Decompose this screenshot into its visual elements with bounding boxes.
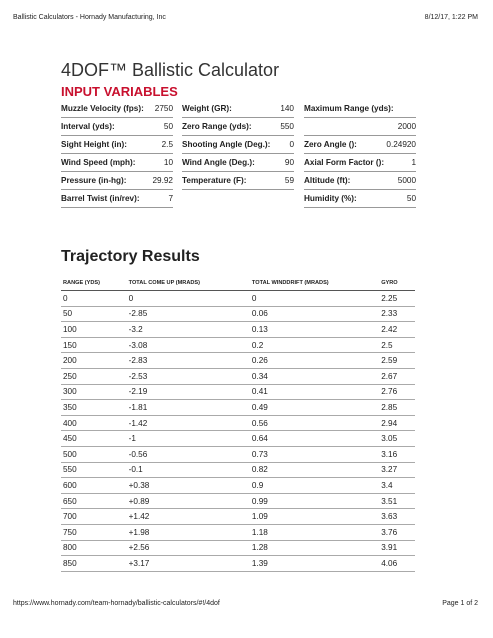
input-variable-label: Muzzle Velocity (fps): [61, 104, 144, 113]
table-row [61, 509, 415, 525]
range-cell: 150 [63, 340, 77, 350]
come-up-cell: -2.19 [128, 387, 148, 397]
input-variable-label: Wind Angle (Deg.): [182, 158, 255, 167]
input-variable-row [182, 154, 294, 172]
gyro-cell: 2.85 [381, 402, 398, 412]
table-row [61, 541, 415, 557]
input-variable-label: Wind Speed (mph): [61, 158, 136, 167]
come-up-cell: -2.83 [128, 356, 148, 366]
come-up-cell: -2.85 [128, 309, 148, 319]
come-up-cell: +0.38 [128, 480, 150, 490]
trajectory-table [61, 276, 415, 572]
input-variable-row [304, 136, 416, 154]
input-variable-label: Sight Height (in): [61, 140, 127, 149]
winddrift-cell: 1.28 [251, 543, 268, 553]
input-variable-row [61, 172, 173, 190]
come-up-cell: +1.98 [128, 527, 150, 537]
input-variable-label: Humidity (%): [304, 194, 357, 203]
input-variable-row [182, 172, 294, 190]
input-variable-row [61, 136, 173, 154]
winddrift-cell: 0.56 [251, 418, 268, 428]
gyro-cell: 2.67 [381, 371, 398, 381]
max-range-label: Maximum Range (yds): [304, 104, 394, 113]
come-up-cell: +1.42 [128, 512, 150, 522]
input-variable-value: 1 [411, 158, 416, 167]
come-up-cell: -1.42 [128, 418, 148, 428]
input-variable-row [61, 100, 173, 118]
input-variables-grid [0, 100, 493, 225]
range-cell: 350 [63, 402, 77, 412]
come-up-cell: +3.17 [128, 558, 150, 568]
gyro-cell: 3.27 [381, 465, 398, 475]
input-variable-value: 50 [163, 122, 173, 131]
range-cell: 400 [63, 418, 77, 428]
range-cell: 700 [63, 512, 77, 522]
table-row [61, 525, 415, 541]
input-variable-label: Shooting Angle (Deg.): [182, 140, 271, 149]
gyro-cell: 3.63 [381, 512, 398, 522]
range-cell: 850 [63, 558, 77, 568]
gyro-cell: 3.05 [381, 434, 398, 444]
table-row [61, 478, 415, 494]
range-cell: 550 [63, 465, 77, 475]
winddrift-cell: 0.9 [251, 480, 264, 490]
input-variable-row [61, 154, 173, 172]
input-variable-label: Pressure (in-hg): [61, 176, 127, 185]
input-variable-value: 50 [406, 194, 416, 203]
winddrift-cell: 0.2 [251, 340, 264, 350]
input-variable-label: Altitude (ft): [304, 176, 351, 185]
input-variable-row [304, 190, 416, 208]
gyro-cell: 2.42 [381, 324, 398, 334]
page-title: 4DOF™ Ballistic Calculator [61, 60, 280, 80]
input-variable-value: 0 [289, 140, 294, 149]
input-column-3 [304, 100, 416, 208]
col-header-winddrift: TOTAL WINDDRIFT (MRADS) [251, 280, 329, 286]
input-variable-label: Interval (yds): [61, 122, 115, 131]
winddrift-cell: 0.13 [251, 324, 268, 334]
winddrift-cell: 1.39 [251, 558, 268, 568]
range-cell: 0 [63, 293, 68, 303]
winddrift-cell: 0.64 [251, 434, 268, 444]
range-cell: 500 [63, 449, 77, 459]
gyro-cell: 2.76 [381, 387, 398, 397]
page-footer-url: https://www.hornady.com/team-hornady/ballistic-calculators/#!/4dof [13, 600, 220, 607]
come-up-cell: -0.1 [128, 465, 143, 475]
input-variable-value: 2.5 [161, 140, 173, 149]
input-variable-value: 550 [280, 122, 294, 131]
input-variable-label: Zero Angle (): [304, 140, 357, 149]
table-row [61, 369, 415, 385]
input-variable-row [304, 172, 416, 190]
max-range-value: 2000 [397, 122, 416, 131]
page-header-timestamp: 8/12/17, 1:22 PM [424, 14, 478, 21]
input-variable-label: Weight (GR): [182, 104, 232, 113]
come-up-cell: +2.56 [128, 543, 150, 553]
range-cell: 300 [63, 387, 77, 397]
input-variable-row [182, 118, 294, 136]
input-variable-value: 140 [280, 104, 294, 113]
gyro-cell: 4.06 [381, 558, 398, 568]
input-variable-value: 10 [163, 158, 173, 167]
input-column-1 [61, 100, 173, 208]
range-cell: 450 [63, 434, 77, 444]
col-header-gyro: GYRO [381, 280, 398, 286]
come-up-cell: -3.08 [128, 340, 148, 350]
table-row [61, 322, 415, 338]
winddrift-cell: 0.82 [251, 465, 268, 475]
table-row [61, 431, 415, 447]
range-cell: 800 [63, 543, 77, 553]
winddrift-cell: 1.09 [251, 512, 268, 522]
gyro-cell: 2.33 [381, 309, 398, 319]
come-up-cell: 0 [128, 293, 134, 303]
gyro-cell: 3.51 [381, 496, 398, 506]
gyro-cell: 3.16 [381, 449, 398, 459]
input-variable-row [61, 118, 173, 136]
input-variable-value: 0.24920 [386, 140, 416, 149]
table-row [61, 385, 415, 401]
input-variables-heading: INPUT VARIABLES [61, 84, 178, 99]
input-variable-row [304, 154, 416, 172]
range-cell: 600 [63, 480, 77, 490]
winddrift-cell: 0.73 [251, 449, 268, 459]
winddrift-cell: 0.99 [251, 496, 268, 506]
input-variable-row [182, 136, 294, 154]
gyro-cell: 2.94 [381, 418, 398, 428]
gyro-cell: 2.59 [381, 356, 398, 366]
winddrift-cell: 0 [251, 293, 257, 303]
range-cell: 750 [63, 527, 77, 537]
come-up-cell: -3.2 [128, 324, 143, 334]
winddrift-cell: 0.26 [251, 356, 268, 366]
max-range-label-row [304, 100, 416, 118]
input-variable-label: Temperature (F): [182, 176, 247, 185]
input-variable-label: Zero Range (yds): [182, 122, 252, 131]
input-variable-value: 59 [284, 176, 294, 185]
input-column-2 [182, 100, 294, 190]
range-cell: 200 [63, 356, 77, 366]
gyro-cell: 3.91 [381, 543, 398, 553]
table-row [61, 400, 415, 416]
winddrift-cell: 0.06 [251, 309, 268, 319]
input-variable-row [61, 190, 173, 208]
gyro-cell: 3.76 [381, 527, 398, 537]
max-range-value-row [304, 118, 416, 136]
come-up-cell: +0.89 [128, 496, 150, 506]
winddrift-cell: 0.41 [251, 387, 268, 397]
table-row [61, 494, 415, 510]
trajectory-table-body [61, 291, 415, 572]
range-cell: 50 [63, 309, 73, 319]
trajectory-results-heading: Trajectory Results [61, 248, 200, 265]
col-header-come-up: TOTAL COME UP (MRADS) [128, 280, 200, 286]
range-cell: 250 [63, 371, 77, 381]
winddrift-cell: 0.49 [251, 402, 268, 412]
table-row [61, 353, 415, 369]
table-row [61, 291, 415, 307]
input-column-3-rows [304, 136, 416, 208]
input-variable-value: 5000 [397, 176, 416, 185]
input-variable-label: Axial Form Factor (): [304, 158, 385, 167]
range-cell: 100 [63, 324, 77, 334]
table-row [61, 416, 415, 432]
input-variable-value: 90 [284, 158, 294, 167]
input-variable-value: 29.92 [152, 176, 173, 185]
table-row [61, 307, 415, 323]
input-variable-row [182, 100, 294, 118]
gyro-cell: 2.5 [381, 340, 393, 350]
winddrift-cell: 1.18 [251, 527, 268, 537]
col-header-range: RANGE (YDS) [63, 280, 100, 286]
page-footer-pagenum: Page 1 of 2 [442, 600, 478, 607]
input-variable-value: 7 [168, 194, 173, 203]
come-up-cell: -0.56 [128, 449, 148, 459]
trajectory-table-header [61, 276, 415, 291]
come-up-cell: -2.53 [128, 371, 148, 381]
page-header-title: Ballistic Calculators - Hornady Manufacturing, Inc [13, 14, 166, 21]
come-up-cell: -1.81 [128, 402, 148, 412]
come-up-cell: -1 [128, 434, 136, 444]
input-variable-value: 2750 [154, 104, 173, 113]
gyro-cell: 3.4 [381, 480, 393, 490]
range-cell: 650 [63, 496, 77, 506]
gyro-cell: 2.25 [381, 293, 398, 303]
table-row [61, 556, 415, 572]
table-row [61, 338, 415, 354]
table-row [61, 463, 415, 479]
table-row [61, 447, 415, 463]
winddrift-cell: 0.34 [251, 371, 268, 381]
input-variable-label: Barrel Twist (in/rev): [61, 194, 140, 203]
